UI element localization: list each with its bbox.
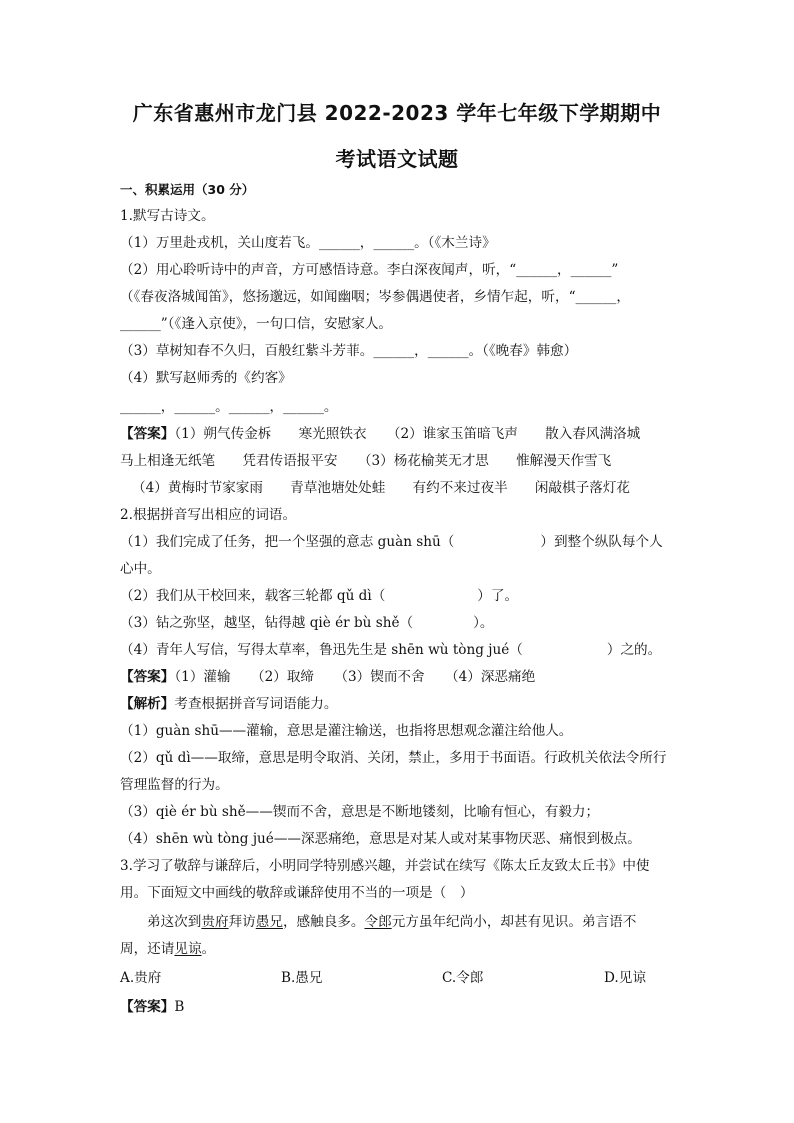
- q1-answer-line3: （4）黄梅时节家家雨 青草池塘处处蛙 有约不来过夜半 闲敲棋子落灯花: [132, 480, 631, 496]
- q2-analysis-4: （4）shēn wù tòng jué——深恶痛绝，意思是对某人或对某事物厌恶、痛恨到极点。: [120, 831, 641, 847]
- q2-part1-line2: 心中。: [120, 561, 161, 577]
- q2-analysis-1: （1）guàn shū——灌输，意思是灌注输送，也指将思想观念灌注给他人。: [120, 723, 573, 739]
- page-title-line2: 考试语文试题: [335, 147, 459, 171]
- q1-part4: （4）默写赵师秀的《约客》: [120, 370, 292, 386]
- q1-part4-blanks: ______，______。______，______。: [120, 399, 338, 415]
- q1-stem: 1.默写古诗文。: [120, 208, 215, 224]
- q3-passage-line1: [147, 912, 707, 932]
- q3-answer: [120, 997, 680, 1017]
- underlined-word: 见谅: [174, 941, 202, 957]
- q1-answer-text1: （1）朔气传金柝 寒光照铁衣 （2）谁家玉笛暗飞声 散入春风满洛城: [174, 426, 641, 442]
- passage-text: 弟这次到: [147, 914, 202, 930]
- section-heading: 一、积累运用（30 分）: [120, 182, 255, 197]
- underlined-word: 令郎: [364, 914, 392, 930]
- q2-part4: [120, 640, 680, 660]
- q2-analysis-2-line2: 管理监督的行为。: [120, 777, 229, 793]
- q2-part3: [120, 613, 680, 633]
- q2-analysis-text: 考查根据拼音写词语能力。: [174, 696, 338, 712]
- q2-part2: [120, 586, 680, 606]
- passage-text: 。: [201, 941, 216, 957]
- underlined-word: 贵府: [201, 914, 229, 930]
- q3-answer-text: B: [174, 999, 185, 1015]
- q2-analysis: [120, 694, 680, 714]
- q1-answer-line2: 马上相逢无纸笔 凭君传语报平安 （3）杨花榆荚无才思 惟解漫天作雪飞: [120, 453, 612, 469]
- q2-part1-end: ）到整个纵队每个人: [540, 534, 663, 550]
- passage-text: ，感触良多。: [282, 914, 365, 930]
- q2-analysis-2-line1: （2）qǔ dì——取缔，意思是明令取消、关闭，禁止，多用于书面语。行政机关依法令所行: [120, 750, 667, 766]
- passage-text: 元方虽年纪尚小，却甚有见识。弟言语不: [391, 914, 637, 930]
- q3-option-a: A.贵府: [120, 970, 162, 986]
- q3-option-b: B.愚兄: [281, 970, 323, 986]
- q2-analysis-3: （3）qiè ér bù shě——锲而不舍，意思是不断地镂刻，比喻有恒心，有毅力；: [120, 804, 600, 820]
- q1-answer-line1: [120, 424, 680, 444]
- answer-tag: 【答案】: [120, 999, 175, 1015]
- q2-answer: [120, 667, 680, 687]
- page-title-line1: 广东省惠州市龙门县 2022-2023 学年七年级下学期期中: [132, 101, 662, 125]
- passage-text: 拜访: [228, 914, 256, 930]
- q2-part3-text: （3）钻之弥坚，越坚，钻得越 qiè ér bù shě（: [120, 615, 414, 631]
- q2-part4-end: ）之的。: [606, 642, 662, 658]
- q3-option-d: D.见谅: [604, 970, 646, 986]
- q2-part1-text: （1）我们完成了任务，把一个坚强的意志 guàn shū（: [120, 534, 455, 550]
- q2-part2-end: ）了。: [477, 588, 519, 604]
- answer-tag: 【答案】: [120, 669, 175, 685]
- q2-part4-text: （4）青年人写信，写得太草率，鲁迅先生是 shēn wù tòng jué（: [120, 642, 523, 658]
- q2-part3-end: ）。: [473, 615, 494, 631]
- q1-part2-line1: （2）用心聆听诗中的声音，方可感悟诗意。李白深夜闻声，听，“______，______”: [120, 262, 619, 278]
- q2-stem: 2.根据拼音写出相应的词语。: [120, 507, 297, 523]
- q3-stem-line1: 3.学习了敬辞与谦辞后，小明同学特别感兴趣，并尝试在续写《陈太丘友致太丘书》中使: [120, 858, 650, 874]
- q1-part2-line2: （《春夜洛城闻笛》，悠扬邈远，如闻幽咽；岑参偶遇使者，乡情乍起，听，“______，: [120, 289, 630, 305]
- q1-part3: （3）草树知春不久归，百般红紫斗芳菲。______，______。（《晚春》韩愈）: [120, 343, 578, 359]
- analysis-tag: 【解析】: [120, 696, 175, 712]
- q2-part2-text: （2）我们从干校回来，载客三轮都 qǔ dì（: [120, 588, 386, 604]
- q1-part1: （1）万里赴戎机，关山度若飞。______，______。（《木兰诗》: [120, 235, 496, 251]
- q3-options: [120, 968, 680, 988]
- q3-passage-line2: [120, 939, 680, 959]
- q2-part1-line1: [120, 532, 680, 552]
- q3-stem-line2: 用。下面短文中画线的敬辞或谦辞使用不当的一项是（ ）: [120, 885, 474, 901]
- passage-text: 周，还请: [120, 941, 175, 957]
- underlined-word: 愚兄: [255, 914, 283, 930]
- q2-answer-text: （1）灌输 （2）取缔 （3）锲而不舍 （4）深恶痛绝: [174, 669, 536, 685]
- answer-tag: 【答案】: [120, 426, 175, 442]
- q3-option-c: C.令郎: [442, 970, 484, 986]
- q1-part2-line3: ______”（《逢入京使》，一句口信，安慰家人。: [120, 316, 393, 332]
